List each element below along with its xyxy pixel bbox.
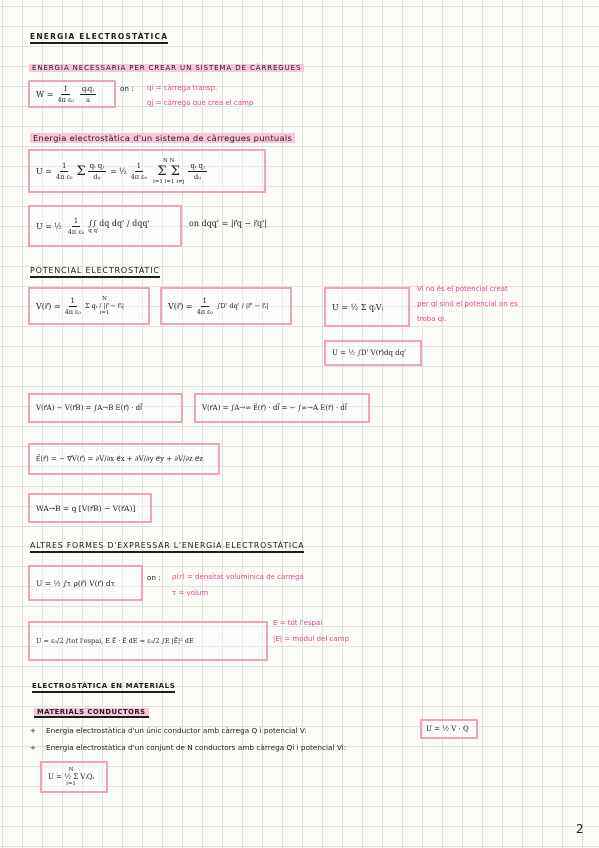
formula-w <box>28 80 116 108</box>
section-heading-materials: ELECTROSTÀTICA EN MATERIALS <box>32 682 175 693</box>
formula-u-sum-top: N <box>68 767 74 773</box>
formula-v1-sum: Σ qᵢ / |r⃗ − r⃗ᵢ| <box>85 302 125 310</box>
formula-u1-num2: 1 <box>136 161 142 170</box>
formula-u-conductor <box>420 719 478 739</box>
formula-v1-top: N <box>102 296 107 302</box>
formula-dv2: V(r⃗A) = ∫A→∞ E⃗(r⃗) · dl⃗ = − ∫∞→A E(r⃗) · dl⃗ <box>202 404 347 412</box>
formula-dv1: V(r⃗A) − V(r⃗B) = ∫A→B E(r⃗) · dl⃗ <box>36 404 143 412</box>
note-rho: ρ(r) = densitat volumínica de càrrega <box>172 573 304 581</box>
bullet-icon-1: + <box>30 726 37 735</box>
formula-grad: E⃗(r⃗) = − ∇⃗V(r⃗) = ∂V/∂x e⃗x + ∂V/∂y e⃗y + ∂V/∂z e⃗z <box>36 455 203 463</box>
formula-u2-den: 4π ε₀ <box>67 227 85 236</box>
formula-u-puntuals <box>28 149 266 193</box>
formula-u2-num: 1 <box>73 216 79 225</box>
formula-u-camp <box>28 621 268 661</box>
formula-w-num: 1 <box>63 84 68 93</box>
formula-v-discret <box>28 287 150 325</box>
formula-v2-num: 1 <box>202 296 208 305</box>
formula-u-cond: U = ½ V · Q <box>426 725 469 733</box>
formula-u-continu <box>28 205 182 247</box>
formula-u1-eq: = <box>110 166 117 176</box>
formula-u1-den: 4π ε₀ <box>56 172 73 181</box>
formula-v1-lhs: V(r⃗) = <box>36 301 61 311</box>
formula-u1-den2: 4π ε₀ <box>130 172 148 181</box>
formula-u-sum-idx: i=1 <box>66 781 76 787</box>
page-title: ENERGIA ELECTROSTÀTICA <box>30 32 168 44</box>
formula-u1-sum: Σ <box>76 163 86 179</box>
page-number: 2 <box>576 822 584 836</box>
formula-v2-int: ∫D' dq' / |r⃗' − r⃗ᵢ| <box>217 302 269 310</box>
formula-u1-num: 1 <box>61 161 67 170</box>
formula-u-densitat <box>28 565 143 601</box>
formula-v3: U = ½ Σ qᵢVᵢ <box>332 302 384 312</box>
note-dqq: on dqq' = |r⃗q − r⃗q'| <box>189 219 268 228</box>
bullet-icon-2: + <box>30 743 37 752</box>
note-eps: E = tot l'espai <box>273 619 323 627</box>
label-on-1: on : <box>120 84 134 93</box>
formula-u-field: U = ε₀/2 ∫tot l'espai, E E⃗ · E⃗ dE = ε₀/2 ∫E |E⃗|² dE <box>36 637 194 645</box>
formula-u2-half: ½ <box>54 221 62 231</box>
formula-v4: U = ½ ∫D' V(r⃗)dq dq' <box>332 349 407 357</box>
note-tau: τ = volum <box>172 589 209 597</box>
note-vi-3: troba qi. <box>417 315 447 323</box>
formula-treball <box>28 493 152 523</box>
formula-gradient <box>28 443 220 475</box>
formula-u1-dij2: dᵢⱼ <box>193 172 202 181</box>
formula-w-qq: qᵢqⱼ <box>81 84 95 93</box>
formula-v2-lhs: V(r⃗) = <box>168 301 193 311</box>
formula-u1-top: N N <box>163 157 175 164</box>
note-vi-1: Vi no és el potencial creat <box>417 285 508 293</box>
formula-u-sum: U = ½ Σ VᵢQᵢ <box>48 773 95 781</box>
label-on-3: on : <box>147 573 161 582</box>
formula-u2-rest: ∫∫ dq dq' / dqq' <box>88 218 150 228</box>
formula-diff-potencial <box>28 393 183 423</box>
formula-v1-idx: i=1 <box>99 310 110 316</box>
note-vi-2: per qi sinó el potencial on es <box>417 300 518 308</box>
section-heading-energia-puntuals: Energia electrostàtica d'un sistema de càrregues puntuals <box>30 133 295 143</box>
note-mod: |E| = modul del camp <box>273 635 349 643</box>
formula-u1-sums: Σ Σ <box>157 163 180 179</box>
bullet-text-2: Energia electrostàtica d'un conjunt de N conductors amb càrrega Qi i potencial Vi: <box>46 743 347 752</box>
formula-v2-den: 4π ε₀ <box>196 307 214 316</box>
formula-w-a: a <box>86 95 90 104</box>
bullet-text-1: Energia electrostàtica d'un únic conductor amb càrrega Q i potencial V: <box>46 726 307 735</box>
formula-v-continu <box>160 287 292 325</box>
section-heading-altres-formes: ALTRES FORMES D'EXPRESSAR L'ENERGIA ELECTROSTÀTICA <box>30 541 304 553</box>
formula-u1-dij: dᵢⱼ <box>93 172 101 181</box>
section-heading-potencial: POTENCIAL ELECTROSTÀTIC <box>30 266 160 278</box>
formula-w-den: 4π ε₀ <box>57 95 74 104</box>
formula-potencial-infinit <box>194 393 370 423</box>
formula-u1-qq: qᵢ qⱼ <box>89 161 105 170</box>
formula-u-conductors <box>40 761 108 793</box>
formula-wab: WA→B = q [V(r⃗B) − V(r⃗A)] <box>36 503 136 513</box>
formula-u-vi <box>324 287 410 327</box>
note-qi: qi = càrrega transp. <box>147 84 218 92</box>
formula-u2-limits: q q' <box>88 227 99 234</box>
formula-u-vdq <box>324 340 422 366</box>
formula-u1-idx: i=1 l=1 i≠j <box>153 178 185 185</box>
formula-u1-half: ½ <box>118 166 127 176</box>
formula-u1-lhs: U = <box>36 166 52 176</box>
formula-u2-lhs: U = <box>36 221 52 231</box>
formula-w-lhs: W = <box>36 89 54 99</box>
formula-u-rho: U = ½ ∫τ ρ(r⃗) V(r⃗) dτ <box>36 578 115 588</box>
section-heading-conductors: MATERIALS CONDUCTORS <box>34 708 149 718</box>
formula-v1-num: 1 <box>70 296 76 305</box>
formula-v1-den: 4π ε₀ <box>64 307 82 316</box>
formula-u1-qq2: qᵢ qⱼ <box>190 161 205 170</box>
section-heading-energia-necessaria: ENERGIA NECESSARIA PER CREAR UN SISTEMA DE CÀRREGUES <box>29 64 304 72</box>
note-qj: qj = càrrega que crea el camp <box>147 99 254 107</box>
